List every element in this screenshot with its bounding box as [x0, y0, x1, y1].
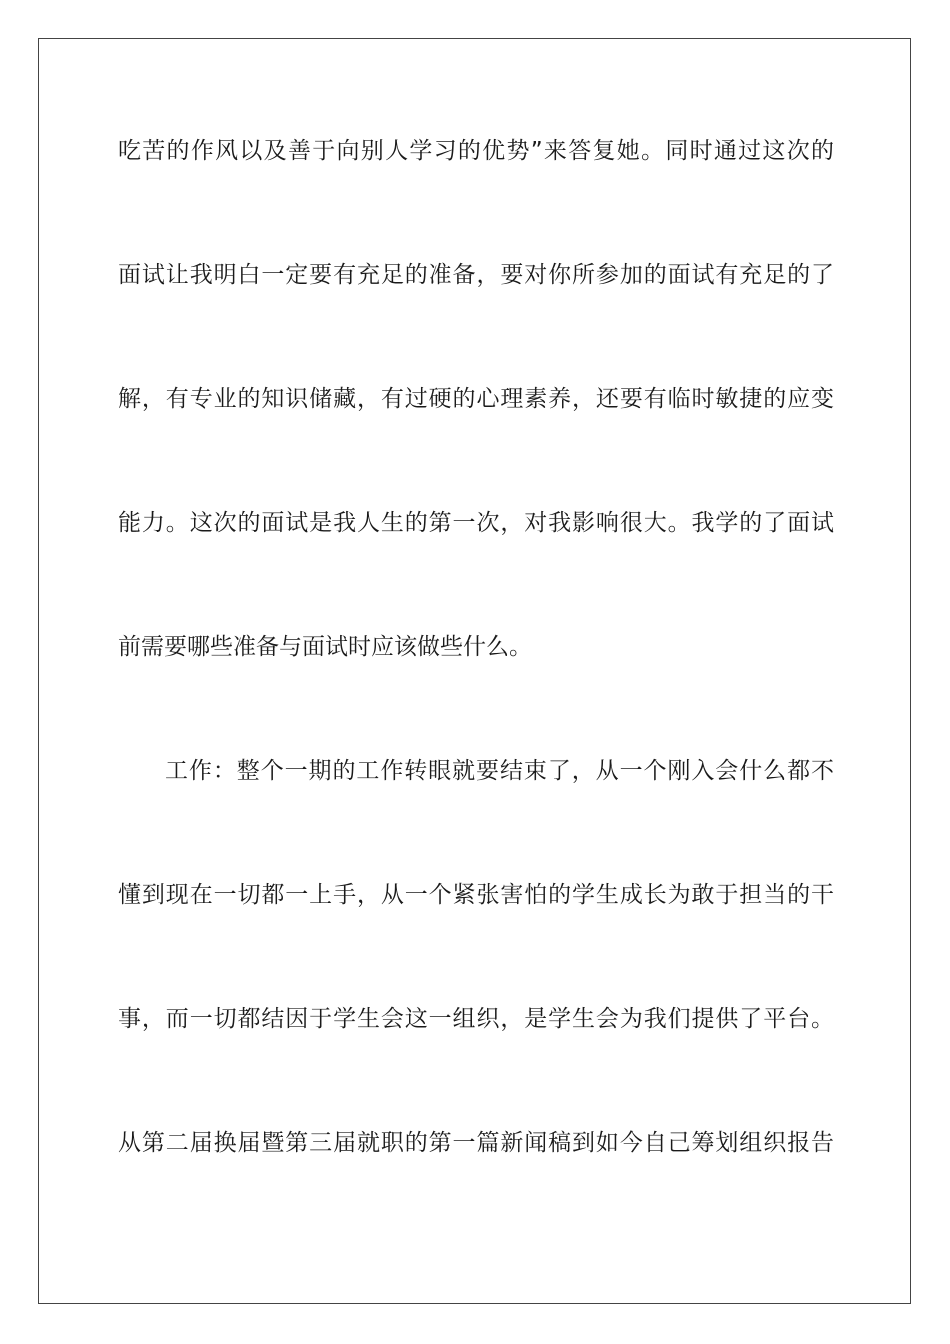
text-line-4: 能力。这次的面试是我人生的第一次，对我影响很大。我学的了面试	[118, 510, 834, 536]
text-line-9: 从第二届换届暨第三届就职的第一篇新闻稿到如今自己筹划组织报告	[118, 1130, 834, 1156]
text-line-6: 工作：整个一期的工作转眼就要结束了，从一个刚入会什么都不	[165, 758, 834, 784]
text-line-7: 懂到现在一切都一上手，从一个紧张害怕的学生成长为敢于担当的干	[118, 882, 834, 908]
text-line-8: 事，而一切都结因于学生会这一组织，是学生会为我们提供了平台。	[118, 1006, 834, 1032]
text-line-3: 解，有专业的知识储藏，有过硬的心理素养，还要有临时敏捷的应变	[118, 386, 834, 412]
text-line-2: 面试让我明白一定要有充足的准备，要对你所参加的面试有充足的了	[118, 262, 834, 288]
page-frame	[38, 38, 911, 1304]
text-line-1: 吃苦的作风以及善于向别人学习的优势”来答复她。同时通过这次的	[118, 138, 834, 164]
text-line-5: 前需要哪些准备与面试时应该做些什么。	[118, 634, 532, 660]
